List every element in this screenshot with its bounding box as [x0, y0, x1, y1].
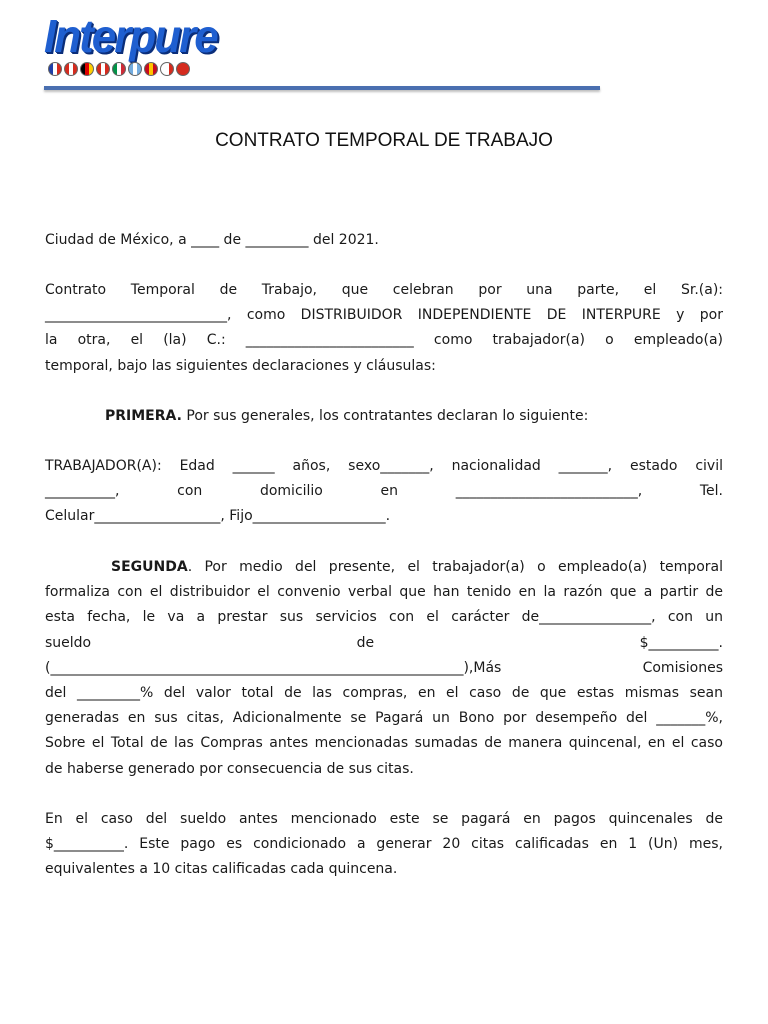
intro-line: __________________________, como DISTRIBUIDOR INDEPENDIENTE DE INTERPURE y por — [45, 307, 723, 324]
clause-line: de haberse generado por consecuencia de sus citas. — [45, 760, 414, 777]
date-line: Ciudad de México, a ____ de _________ del 2021. — [45, 232, 379, 248]
flag-icon — [160, 62, 174, 76]
worker-line: __________, con domicilio en __________________________, Tel. — [45, 483, 723, 500]
clause-label: PRIMERA. — [105, 408, 182, 424]
flag-icon — [112, 62, 126, 76]
clause-text: Por sus generales, los contratantes declaran lo siguiente: — [181, 408, 589, 424]
clause-label: SEGUNDA — [111, 559, 188, 575]
worker-line: TRABAJADOR(A): Edad ______ años, sexo_______, nacionalidad _______, estado civil — [45, 458, 723, 474]
intro-paragraph — [45, 278, 723, 379]
flag-icon — [176, 62, 190, 76]
salary-paragraph — [45, 807, 723, 883]
clause-text: . Por medio del presente, el trabajador(a) o empleado(a) temporal — [187, 559, 723, 575]
document-title: CONTRATO TEMPORAL DE TRABAJO — [215, 130, 553, 151]
worker-line: Celular__________________, Fijo___________________. — [45, 508, 391, 525]
header-divider — [44, 86, 600, 90]
clause-line: (___________________________________________________________),Más Comisiones — [45, 659, 723, 676]
flag-icon — [80, 62, 94, 76]
flag-icon — [96, 62, 110, 76]
worker-details-paragraph — [45, 454, 723, 530]
clause-primera — [45, 404, 723, 429]
flag-icon — [64, 62, 78, 76]
clause-line: del _________% del valor total de las compras, en el caso de que estas mismas sean — [45, 685, 723, 702]
logo-wordmark: Interpure — [44, 10, 217, 63]
intro-line: temporal, bajo las siguientes declaraciones y cláusulas: — [45, 357, 436, 374]
clause-line: formaliza con el distribuidor el convenio verbal que han tenido en la razón que a partir de — [45, 584, 723, 601]
salary-line: $__________. Este pago es condicionado a generar 20 citas calificadas en 1 (Un) mes, — [45, 836, 723, 853]
flag-icon — [144, 62, 158, 76]
clause-line: Sobre el Total de las Compras antes mencionadas sumadas de manera quincenal, en el caso — [45, 735, 723, 752]
clause-line: generadas en sus citas, Adicionalmente se Pagará un Bono por desempeño del _______%, — [45, 710, 723, 727]
clause-segunda — [45, 555, 723, 782]
clause-line: sueldo de $__________. — [45, 634, 723, 651]
salary-line: equivalentes a 10 citas calificadas cada quincena. — [45, 861, 398, 878]
intro-line: Contrato Temporal de Trabajo, que celebran por una parte, el Sr.(a): — [45, 282, 723, 298]
intro-line: la otra, el (la) C.: ________________________ como trabajador(a) o empleado(a) — [45, 332, 723, 349]
flag-row — [48, 62, 190, 76]
flag-icon — [128, 62, 142, 76]
clause-line: esta fecha, le va a prestar sus servicios con el carácter de________________, con un — [45, 609, 723, 626]
salary-line: En el caso del sueldo antes mencionado este se pagará en pagos quincenales de — [45, 811, 723, 827]
interpure-logo — [44, 10, 217, 80]
flag-icon — [48, 62, 62, 76]
